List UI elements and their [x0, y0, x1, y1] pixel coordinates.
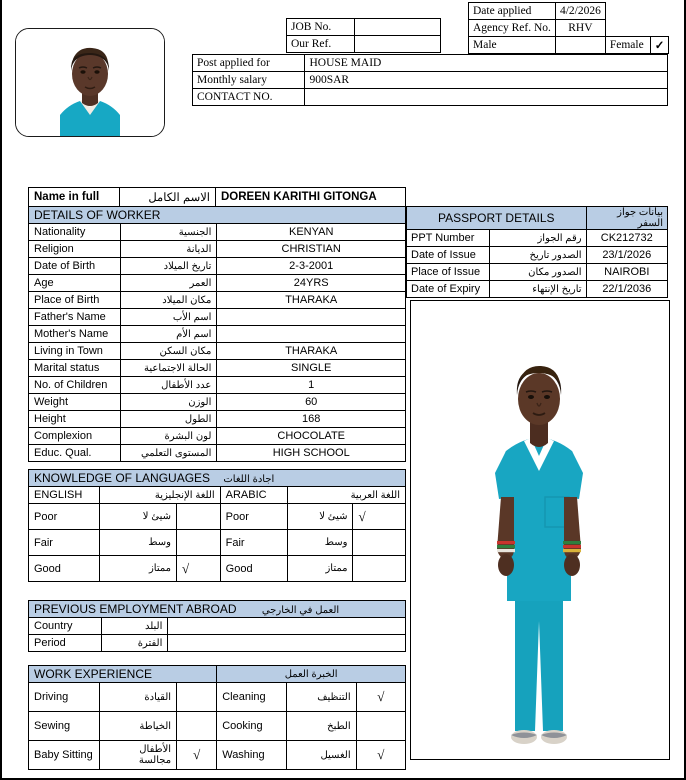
- arabic-good-checkbox[interactable]: [353, 556, 406, 582]
- table-row: [29, 428, 406, 445]
- fullbody-illustration: [411, 301, 669, 759]
- table-row: [29, 618, 406, 635]
- cleaning-label-ar: التنظيف: [287, 683, 356, 712]
- nationality-label-en: Nationality: [29, 224, 121, 241]
- baby-sitting-label-ar: الأطفال مجالسة: [100, 741, 177, 770]
- post-applied-value[interactable]: HOUSE MAID: [305, 55, 668, 72]
- place-of-issue-label-ar: الصدور مكان: [489, 264, 586, 281]
- table-row: [407, 247, 668, 264]
- english-fair-label-en: Fair: [29, 530, 100, 556]
- previous-employment-title-ar: العمل في الخارجي: [261, 605, 340, 616]
- agency-ref-label: Agency Ref. No.: [469, 20, 556, 37]
- arabic-poor-label-ar: شيئ لا: [288, 504, 353, 530]
- place-of-issue-label-en: Place of Issue: [407, 264, 490, 281]
- table-row: [469, 3, 669, 20]
- ppt-number-label-ar: رقم الجواز: [489, 230, 586, 247]
- post-details-table: [192, 54, 668, 106]
- table-row: [29, 530, 406, 556]
- country-label-ar: البلد: [101, 618, 167, 635]
- english-label-en: ENGLISH: [29, 487, 100, 504]
- post-applied-label: Post applied for: [193, 55, 305, 72]
- period-value[interactable]: [168, 635, 406, 652]
- details-of-worker-table: [28, 206, 406, 462]
- table-row: [29, 326, 406, 343]
- worker-fullbody-photo: [410, 300, 670, 760]
- weight-value[interactable]: 60: [217, 394, 406, 411]
- driving-label-ar: القيادة: [100, 683, 177, 712]
- period-label-ar: الفترة: [101, 635, 167, 652]
- table-row: [29, 224, 406, 241]
- place-of-birth-label-ar: مكان الميلاد: [121, 292, 217, 309]
- languages-title-en: KNOWLEDGE OF LANGUAGES: [34, 471, 211, 485]
- date-of-birth-label-ar: تاريخ الميلاد: [121, 258, 217, 275]
- work-experience-title-en: WORK EXPERIENCE: [29, 666, 217, 683]
- language-header-row: [29, 487, 406, 504]
- date-of-issue-label-ar: الصدور تاريخ: [489, 247, 586, 264]
- gender-row: [469, 37, 669, 54]
- date-of-expiry-label-ar: تاريخ الإنتهاء: [489, 281, 586, 298]
- weight-label-en: Weight: [29, 394, 121, 411]
- arabic-fair-checkbox[interactable]: [353, 530, 406, 556]
- table-row: [29, 556, 406, 582]
- table-row: [29, 411, 406, 428]
- agency-header-table: [468, 2, 669, 54]
- agency-ref-value[interactable]: RHV: [555, 20, 605, 37]
- table-row: [29, 377, 406, 394]
- religion-label-ar: الديانة: [121, 241, 217, 258]
- previous-employment-section-title: [29, 601, 406, 618]
- table-row: [29, 258, 406, 275]
- fathers-name-value[interactable]: [217, 309, 406, 326]
- table-row: [29, 394, 406, 411]
- job-no-label: JOB No.: [287, 19, 355, 36]
- table-row: [287, 19, 441, 36]
- arabic-fair-label-ar: وسط: [288, 530, 353, 556]
- worker-headshot-photo: [15, 28, 165, 137]
- arabic-good-label-en: Good: [220, 556, 287, 582]
- age-label-ar: العمر: [121, 275, 217, 292]
- living-in-town-value[interactable]: THARAKA: [217, 343, 406, 360]
- complexion-label-en: Complexion: [29, 428, 121, 445]
- cooking-label-en: Cooking: [217, 712, 287, 741]
- fathers-name-label-en: Father's Name: [29, 309, 121, 326]
- living-in-town-label-ar: مكان السكن: [121, 343, 217, 360]
- table-row: [29, 343, 406, 360]
- table-row: [29, 683, 406, 712]
- sewing-label-ar: الخياطة: [100, 712, 177, 741]
- name-value[interactable]: DOREEN KARITHI GITONGA: [216, 188, 406, 207]
- arabic-label-ar: اللغة العربية: [288, 487, 406, 504]
- languages-section-title: [29, 470, 406, 487]
- place-of-birth-label-en: Place of Birth: [29, 292, 121, 309]
- washing-checkbox[interactable]: √: [356, 741, 405, 770]
- table-row: [193, 72, 668, 89]
- no-of-children-value[interactable]: 1: [217, 377, 406, 394]
- passport-details-title-en: PASSPORT DETAILS: [407, 207, 587, 230]
- washing-label-ar: الغسيل: [287, 741, 356, 770]
- english-poor-checkbox[interactable]: [176, 504, 220, 530]
- table-row: [29, 275, 406, 292]
- monthly-salary-value[interactable]: 900SAR: [305, 72, 668, 89]
- work-experience-title-ar: الخبرة العمل: [217, 666, 406, 683]
- arabic-good-label-ar: ممتاز: [288, 556, 353, 582]
- nationality-value[interactable]: KENYAN: [217, 224, 406, 241]
- job-reference-table: [286, 18, 441, 53]
- female-label: Female: [605, 37, 650, 54]
- religion-value[interactable]: CHRISTIAN: [217, 241, 406, 258]
- male-label: Male: [469, 37, 556, 54]
- educ-qual-label-en: Educ. Qual.: [29, 445, 121, 462]
- mothers-name-value[interactable]: [217, 326, 406, 343]
- passport-details-title-ar: بيانات جواز السفر: [586, 207, 667, 230]
- table-row: [193, 55, 668, 72]
- table-row: [407, 230, 668, 247]
- driving-label-en: Driving: [29, 683, 100, 712]
- english-good-label-en: Good: [29, 556, 100, 582]
- height-label-en: Height: [29, 411, 121, 428]
- educ-qual-value[interactable]: HIGH SCHOOL: [217, 445, 406, 462]
- sewing-label-en: Sewing: [29, 712, 100, 741]
- english-fair-label-ar: وسط: [99, 530, 176, 556]
- our-ref-label: Our Ref.: [287, 36, 355, 53]
- english-poor-label-ar: شيئ لا: [99, 504, 176, 530]
- monthly-salary-label: Monthly salary: [193, 72, 305, 89]
- living-in-town-label-en: Living in Town: [29, 343, 121, 360]
- date-of-birth-label-en: Date of Birth: [29, 258, 121, 275]
- english-poor-label-en: Poor: [29, 504, 100, 530]
- knowledge-of-languages-table: [28, 469, 406, 582]
- table-row: [407, 264, 668, 281]
- section-header-row: [29, 470, 406, 487]
- section-header-row: [29, 207, 406, 224]
- languages-title-ar: اجادة اللغات: [223, 474, 275, 485]
- table-row: [29, 292, 406, 309]
- cooking-label-ar: الطبخ: [287, 712, 356, 741]
- educ-qual-label-ar: المستوى التعلمي: [121, 445, 217, 462]
- table-row: [29, 360, 406, 377]
- job-no-value[interactable]: [355, 19, 441, 36]
- section-header-row: [407, 207, 668, 230]
- fathers-name-label-ar: اسم الأب: [121, 309, 217, 326]
- complexion-value[interactable]: CHOCOLATE: [217, 428, 406, 445]
- name-label-en: Name in full: [29, 188, 120, 207]
- date-of-issue-value[interactable]: 23/1/2026: [586, 247, 667, 264]
- no-of-children-label-en: No. of Children: [29, 377, 121, 394]
- country-value[interactable]: [168, 618, 406, 635]
- contact-no-label: CONTACT NO.: [193, 89, 305, 106]
- height-label-ar: الطول: [121, 411, 217, 428]
- washing-label-en: Washing: [217, 741, 287, 770]
- period-label-en: Period: [29, 635, 102, 652]
- english-label-ar: اللغة الإنجليزية: [99, 487, 220, 504]
- driving-checkbox[interactable]: [177, 683, 217, 712]
- age-value[interactable]: 24YRS: [217, 275, 406, 292]
- table-row: [29, 504, 406, 530]
- table-row: [287, 36, 441, 53]
- our-ref-value[interactable]: [355, 36, 441, 53]
- table-row: [29, 712, 406, 741]
- details-of-worker-title: DETAILS OF WORKER: [29, 207, 406, 224]
- english-good-label-ar: ممتاز: [99, 556, 176, 582]
- arabic-poor-checkbox[interactable]: √: [353, 504, 406, 530]
- table-row: [29, 445, 406, 462]
- place-of-issue-value[interactable]: NAIROBI: [586, 264, 667, 281]
- english-fair-checkbox[interactable]: [176, 530, 220, 556]
- arabic-poor-label-en: Poor: [220, 504, 287, 530]
- contact-no-value[interactable]: [305, 89, 668, 106]
- weight-label-ar: الوزن: [121, 394, 217, 411]
- ppt-number-label-en: PPT Number: [407, 230, 490, 247]
- date-of-expiry-label-en: Date of Expiry: [407, 281, 490, 298]
- cooking-checkbox[interactable]: [356, 712, 405, 741]
- date-of-expiry-value[interactable]: 22/1/2036: [586, 281, 667, 298]
- nationality-label-ar: الجنسية: [121, 224, 217, 241]
- baby-sitting-label-en: Baby Sitting: [29, 741, 100, 770]
- religion-label-en: Religion: [29, 241, 121, 258]
- table-row: [469, 20, 669, 37]
- arabic-fair-label-en: Fair: [220, 530, 287, 556]
- height-value[interactable]: 168: [217, 411, 406, 428]
- cleaning-label-en: Cleaning: [217, 683, 287, 712]
- table-row: [29, 741, 406, 770]
- table-row: [193, 89, 668, 106]
- table-row: [29, 188, 406, 207]
- mothers-name-label-ar: اسم الأم: [121, 326, 217, 343]
- age-label-en: Age: [29, 275, 121, 292]
- marital-status-label-ar: الحالة الاجتماعية: [121, 360, 217, 377]
- country-label-en: Country: [29, 618, 102, 635]
- work-experience-table: [28, 665, 406, 770]
- no-of-children-label-ar: عدد الأطفال: [121, 377, 217, 394]
- male-checkbox[interactable]: [555, 37, 605, 54]
- previous-employment-title-en: PREVIOUS EMPLOYMENT ABROAD: [34, 602, 237, 616]
- table-row: [29, 635, 406, 652]
- date-applied-value[interactable]: 4/2/2026: [555, 3, 605, 20]
- date-applied-label: Date applied: [469, 3, 556, 20]
- table-row: [407, 281, 668, 298]
- date-of-issue-label-en: Date of Issue: [407, 247, 490, 264]
- name-in-full-row: [28, 187, 406, 207]
- date-of-birth-value[interactable]: 2-3-2001: [217, 258, 406, 275]
- name-label-ar: الاسم الكامل: [119, 188, 215, 207]
- marital-status-value[interactable]: SINGLE: [217, 360, 406, 377]
- complexion-label-ar: لون البشرة: [121, 428, 217, 445]
- headshot-illustration: [16, 29, 164, 136]
- previous-employment-table: [28, 600, 406, 652]
- cleaning-checkbox[interactable]: √: [356, 683, 405, 712]
- english-good-checkbox[interactable]: √: [176, 556, 220, 582]
- place-of-birth-value[interactable]: THARAKA: [217, 292, 406, 309]
- marital-status-label-en: Marital status: [29, 360, 121, 377]
- table-row: [29, 241, 406, 258]
- arabic-label-en: ARABIC: [220, 487, 287, 504]
- table-row: [29, 309, 406, 326]
- section-header-row: [29, 666, 406, 683]
- baby-sitting-checkbox[interactable]: √: [177, 741, 217, 770]
- ppt-number-value[interactable]: CK212732: [586, 230, 667, 247]
- section-header-row: [29, 601, 406, 618]
- female-checkbox[interactable]: ✓: [650, 37, 669, 54]
- mothers-name-label-en: Mother's Name: [29, 326, 121, 343]
- passport-details-table: [406, 206, 668, 298]
- sewing-checkbox[interactable]: [177, 712, 217, 741]
